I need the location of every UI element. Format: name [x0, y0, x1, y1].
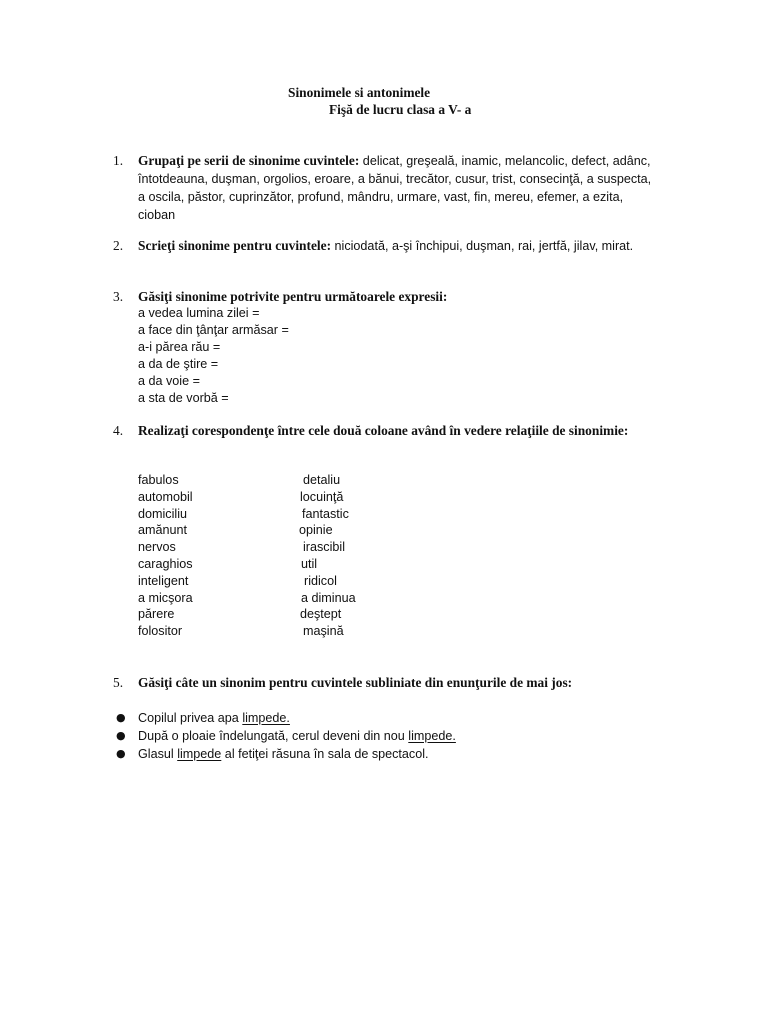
sentence-item: ● Glasul limpede al fetiţei răsuna în sala de spectacol. — [116, 747, 429, 761]
exercise-2 — [113, 237, 653, 255]
left-word: a micşora — [138, 590, 193, 605]
right-word: detaliu — [303, 473, 341, 487]
right-word: maşină — [303, 624, 344, 639]
exercise-number: 1. — [113, 153, 124, 168]
underlined-word: limpede — [177, 747, 222, 761]
right-word: opinie — [299, 523, 333, 538]
left-word: domiciliu — [138, 506, 187, 521]
sentence-item: ● Copilul privea apa limpede. — [116, 711, 290, 725]
left-word: părere — [138, 607, 175, 622]
expression-item: a da de ştire = — [138, 357, 219, 371]
left-word: folositor — [138, 624, 183, 639]
expression-item: a face din ţânţar armăsar = — [138, 323, 289, 337]
exercise-instruction: Scrieţi sinonime pentru cuvintele: — [138, 238, 332, 253]
right-word: irascibil — [303, 540, 345, 555]
expression-item: a-i părea rău = — [138, 340, 221, 354]
right-word: ridicol — [304, 573, 337, 588]
right-word: a diminua — [301, 590, 356, 605]
exercise-number: 5. — [113, 675, 124, 690]
bullet-icon: ● — [116, 729, 126, 742]
left-word: inteligent — [138, 573, 189, 588]
left-word: automobil — [138, 489, 193, 504]
left-word: fabulos — [138, 473, 179, 487]
exercise-word-list: niciodată, a-şi închipui, duşman, rai, jertfă, jilav, mirat. — [331, 239, 634, 253]
exercise-instruction: Grupaţi pe serii de sinonime cuvintele: — [138, 153, 360, 168]
exercise-4 — [113, 422, 653, 439]
right-word: fantastic — [302, 506, 349, 521]
sentence-list — [113, 709, 456, 763]
right-word: locuinţă — [300, 489, 344, 504]
expression-item: a vedea lumina zilei = — [138, 306, 260, 320]
exercise-number: 3. — [113, 289, 124, 304]
exercise-number: 4. — [113, 423, 124, 438]
exercise-1 — [113, 152, 653, 224]
exercise-3 — [113, 288, 653, 407]
sentence-item: ● După o ploaie îndelungată, cerul deveni din nou limpede. — [116, 729, 456, 743]
right-word: deştept — [300, 607, 342, 622]
expression-item: a da voie = — [138, 374, 200, 388]
exercise-instruction: Găsiţi sinonime potrivite pentru următoarele expresii: — [138, 289, 448, 304]
expression-list — [138, 305, 653, 407]
left-word: caraghios — [138, 556, 193, 571]
right-word: util — [301, 556, 318, 571]
exercise-instruction: Realizaţi corespondenţe între cele două coloane având în vedere relaţiile de sinonimie: — [138, 423, 629, 438]
left-word: nervos — [138, 540, 176, 555]
exercise-5 — [113, 674, 653, 691]
bullet-icon: ● — [116, 747, 126, 760]
underlined-word: limpede. — [408, 729, 456, 743]
worksheet-subtitle: Fişă de lucru clasa a V- a — [329, 102, 472, 117]
left-word: amănunt — [138, 523, 188, 538]
worksheet-title: Sinonimele si antonimele — [288, 85, 431, 100]
right-word-column — [298, 472, 356, 640]
left-word-column — [138, 472, 193, 640]
exercise-word-list: delicat, greşeală, inamic, melancolic, defect, adânc, întotdeauna, duşman, orgolios, eroare, a bănui, trecător, cusur, trist, consecinţă, a suspecta, a oscila, păstor, cuprinzător, profund, mândru, urmare, vast, fin, mereu, efemer, a ezita, cioban — [138, 154, 652, 222]
exercise-instruction: Găsiţi câte un sinonim pentru cuvintele subliniate din enunţurile de mai jos: — [138, 675, 573, 690]
underlined-word: limpede. — [242, 711, 290, 725]
exercise-number: 2. — [113, 238, 124, 253]
expression-item: a sta de vorbă = — [138, 391, 229, 405]
bullet-icon: ● — [116, 711, 126, 724]
